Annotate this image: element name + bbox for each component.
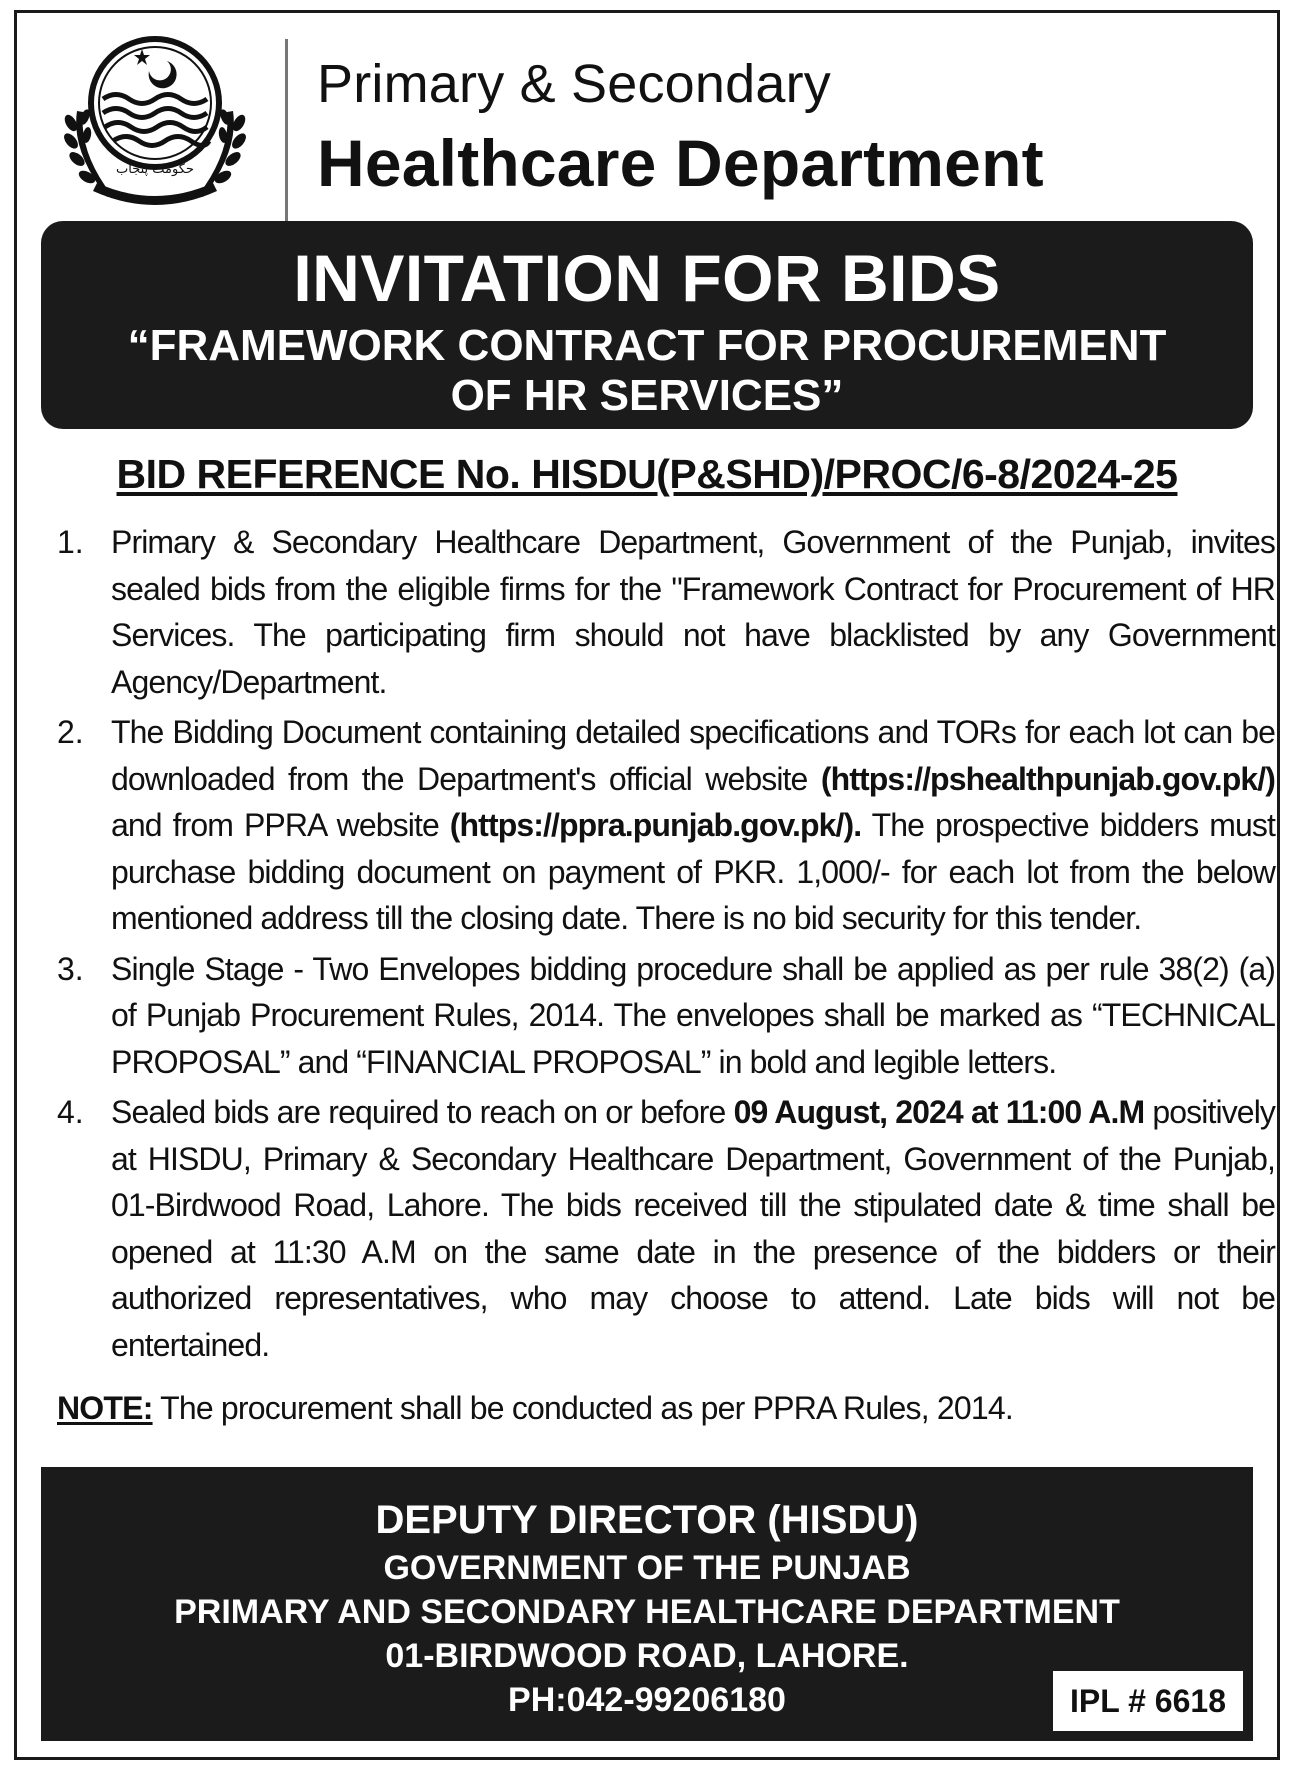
ppra-website-link[interactable]: (https://ppra.punjab.gov.pk/). xyxy=(449,807,862,843)
title-subject-line2: OF HR SERVICES” xyxy=(450,371,844,420)
footer-department: PRIMARY AND SECONDARY HEALTHCARE DEPARTMENT xyxy=(174,1593,1120,1631)
item-text: Single Stage - Two Envelopes bidding procedure shall be applied as per rule 38(2) (a) of Punjab Procurement Rules, 2014. The envelopes shall be marked as “TECHNICAL PROPOSAL” and “FINANCIAL PROPOSAL” in bold and legible letters. xyxy=(111,950,1275,1080)
punjab-emblem-icon xyxy=(57,31,247,211)
footer-designation: DEPUTY DIRECTOR (HISDU) xyxy=(375,1498,919,1542)
title-banner xyxy=(41,221,1253,429)
item-text xyxy=(111,709,1275,942)
item-number: 4. xyxy=(57,1094,84,1130)
svg-text:حکومت پنجاب: حکومت پنجاب xyxy=(116,162,194,177)
submission-deadline: 09 August, 2024 at 11:00 A.M xyxy=(733,1094,1145,1130)
footer-government: GOVERNMENT OF THE PUNJAB xyxy=(383,1549,911,1587)
item-text-part: and from PPRA website xyxy=(111,807,450,843)
note-label: NOTE: xyxy=(57,1390,153,1426)
department-name-line1: Primary & Secondary xyxy=(317,54,831,114)
item-number: 2. xyxy=(57,714,84,750)
contact-footer xyxy=(41,1467,1253,1741)
ipl-number: IPL # 6618 xyxy=(1053,1671,1243,1731)
bid-reference: BID REFERENCE No. HISDU(P&SHD)/PROC/6-8/2024-25 xyxy=(116,451,1178,497)
list-item xyxy=(43,946,1275,1086)
title-subject-line1: “FRAMEWORK CONTRACT FOR PROCUREMENT xyxy=(127,321,1167,370)
department-name-line2: Healthcare Department xyxy=(317,126,1044,200)
note-text: The procurement shall be conducted as per PPRA Rules, 2014. xyxy=(152,1390,1013,1426)
item-number: 1. xyxy=(57,524,84,560)
list-item xyxy=(43,709,1275,942)
item-text-part: positively at HISDU, Primary & Secondary Healthcare Department, Government of the Punjab, 01-Birdwood Road, Lahore. The bids received till the stipulated date & time shall be opened at 11:30 A.M on the same date in the presence of the bidders or their authorized representatives, who may choose to attend. Late bids will not be entertained. xyxy=(111,1094,1275,1363)
item-text xyxy=(111,1089,1275,1368)
header xyxy=(47,27,1247,207)
list-item xyxy=(43,1089,1275,1368)
advertisement-page xyxy=(14,10,1280,1760)
list-item xyxy=(43,519,1275,705)
note xyxy=(57,1385,1257,1431)
item-text-part: The prospective bidders must purchase bidding document on payment of PKR. 1,000/- for each lot from the below mentioned address till the closing date. There is no bid security for this tender. xyxy=(111,807,1275,936)
terms-list xyxy=(43,519,1275,1372)
item-text: Primary & Secondary Healthcare Department, Government of the Punjab, invites sealed bids from the eligible firms for the "Framework Contract for Procurement of HR Services. The participating firm should not have blacklisted by any Government Agency/Department. xyxy=(111,524,1275,700)
title-invitation-for-bids: INVITATION FOR BIDS xyxy=(293,241,1001,315)
item-text-part: The Bidding Document containing detailed specifications and TORs for each lot can be downloaded from the Department's official website xyxy=(111,714,1275,797)
item-number: 3. xyxy=(57,950,84,987)
item-text-part: Sealed bids are required to reach on or before xyxy=(111,1094,734,1130)
department-website-link[interactable]: (https://pshealthpunjab.gov.pk/) xyxy=(820,760,1275,797)
footer-address: 01-BIRDWOOD ROAD, LAHORE. xyxy=(385,1637,909,1675)
footer-phone: PH:042-99206180 xyxy=(508,1681,786,1719)
header-divider xyxy=(285,39,288,221)
